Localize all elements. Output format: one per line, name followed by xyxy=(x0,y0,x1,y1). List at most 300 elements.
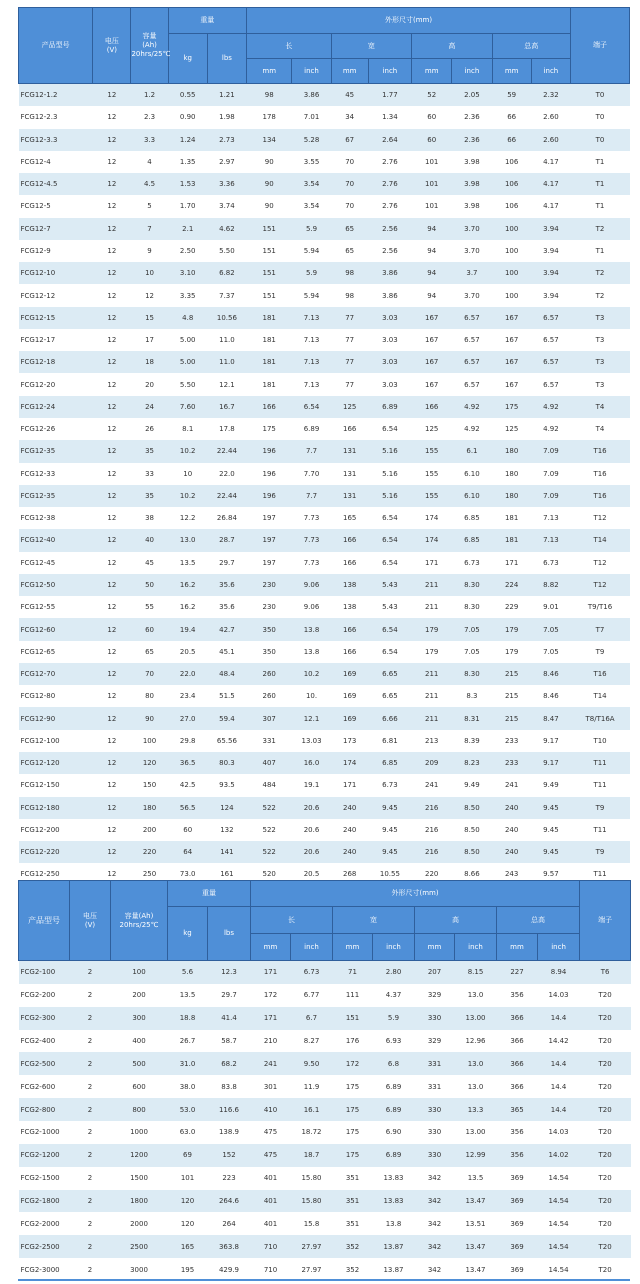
cell-length-mm: 350 xyxy=(247,618,292,640)
cell-terminal: T20 xyxy=(580,984,631,1007)
cell-height-inch: 6.57 xyxy=(452,329,492,351)
cell-model: FCG12-70 xyxy=(19,663,93,685)
cell-height-inch: 6.73 xyxy=(452,552,492,574)
cell-length-inch: 5.28 xyxy=(292,129,331,151)
cell-width-inch: 6.81 xyxy=(368,730,411,752)
cell-capacity: 1500 xyxy=(111,1167,168,1190)
cell-model: FCG12-12 xyxy=(19,284,93,306)
cell-height-mm: 216 xyxy=(412,819,452,841)
header-total-height-mm: mm xyxy=(497,934,538,961)
table-row xyxy=(19,351,630,373)
cell-width-mm: 174 xyxy=(331,752,368,774)
cell-capacity: 4 xyxy=(131,151,168,173)
cell-width-inch: 3.86 xyxy=(368,262,411,284)
cell-width-mm: 98 xyxy=(331,262,368,284)
cell-total-height-mm: 180 xyxy=(492,485,531,507)
table-row xyxy=(19,1258,631,1281)
header-lbs: lbs xyxy=(207,34,246,84)
cell-voltage: 12 xyxy=(93,351,131,373)
cell-length-inch: 11.9 xyxy=(291,1075,333,1098)
cell-length-mm: 172 xyxy=(251,984,291,1007)
cell-terminal: T7 xyxy=(571,618,630,640)
cell-capacity: 1.2 xyxy=(131,84,168,107)
cell-width-inch: 13.8 xyxy=(373,1212,415,1235)
cell-height-inch: 6.10 xyxy=(452,463,492,485)
table-row xyxy=(19,641,630,663)
cell-total-height-inch: 14.02 xyxy=(538,1144,580,1167)
cell-width-inch: 6.66 xyxy=(368,707,411,729)
cell-voltage: 12 xyxy=(93,151,131,173)
cell-capacity: 10 xyxy=(131,262,168,284)
cell-width-inch: 3.03 xyxy=(368,307,411,329)
cell-total-height-inch: 8.82 xyxy=(531,574,570,596)
cell-length-inch: 10. xyxy=(292,685,331,707)
cell-width-inch: 6.54 xyxy=(368,418,411,440)
cell-height-inch: 13.5 xyxy=(455,1167,497,1190)
cell-terminal: T20 xyxy=(580,1121,631,1144)
cell-height-mm: 171 xyxy=(412,552,452,574)
cell-height-mm: 101 xyxy=(412,195,452,217)
cell-voltage: 12 xyxy=(93,329,131,351)
cell-width-inch: 6.89 xyxy=(373,1075,415,1098)
cell-voltage: 12 xyxy=(93,485,131,507)
cell-voltage: 12 xyxy=(93,797,131,819)
cell-voltage: 12 xyxy=(93,663,131,685)
table-row xyxy=(19,1167,631,1190)
header-capacity: 容量(Ah) 20hrs/25℃ xyxy=(111,881,168,961)
cell-total-height-mm: 356 xyxy=(497,1121,538,1144)
cell-width-inch: 5.16 xyxy=(368,463,411,485)
cell-terminal: T4 xyxy=(571,418,630,440)
cell-height-inch: 9.49 xyxy=(452,774,492,796)
cell-voltage: 12 xyxy=(93,596,131,618)
cell-voltage: 12 xyxy=(93,552,131,574)
table-row xyxy=(19,685,630,707)
cell-length-mm: 260 xyxy=(247,663,292,685)
cell-length-mm: 178 xyxy=(247,106,292,128)
table-row xyxy=(19,707,630,729)
cell-length-inch: 27.97 xyxy=(291,1235,333,1258)
cell-height-inch: 8.50 xyxy=(452,797,492,819)
cell-weight-kg: 5.6 xyxy=(168,961,208,984)
cell-total-height-mm: 369 xyxy=(497,1190,538,1213)
header-voltage: 电压 (V) xyxy=(93,8,131,84)
cell-weight-lbs: 5.50 xyxy=(207,240,246,262)
cell-total-height-mm: 369 xyxy=(497,1258,538,1281)
cell-terminal: T16 xyxy=(571,463,630,485)
cell-length-inch: 7.73 xyxy=(292,529,331,551)
cell-total-height-mm: 369 xyxy=(497,1212,538,1235)
cell-length-mm: 181 xyxy=(247,307,292,329)
cell-height-mm: 101 xyxy=(412,151,452,173)
battery-spec-table-2v xyxy=(18,880,631,1281)
header-total-height-inch: inch xyxy=(531,59,570,84)
cell-voltage: 12 xyxy=(93,129,131,151)
cell-total-height-inch: 14.4 xyxy=(538,1007,580,1030)
table-row xyxy=(19,730,630,752)
cell-weight-lbs: 29.7 xyxy=(208,984,251,1007)
cell-weight-lbs: 26.84 xyxy=(207,507,246,529)
cell-weight-lbs: 93.5 xyxy=(207,774,246,796)
cell-width-mm: 67 xyxy=(331,129,368,151)
cell-width-inch: 6.93 xyxy=(373,1030,415,1053)
cell-height-mm: 342 xyxy=(415,1167,455,1190)
cell-total-height-inch: 8.46 xyxy=(531,685,570,707)
cell-terminal: T20 xyxy=(580,1167,631,1190)
cell-length-mm: 196 xyxy=(247,485,292,507)
cell-width-mm: 151 xyxy=(333,1007,373,1030)
cell-terminal: T20 xyxy=(580,1190,631,1213)
table-row xyxy=(19,373,630,395)
cell-length-mm: 522 xyxy=(247,819,292,841)
header-total-height: 总高 xyxy=(497,907,580,934)
cell-weight-lbs: 51.5 xyxy=(207,685,246,707)
cell-voltage: 12 xyxy=(93,418,131,440)
cell-total-height-inch: 3.94 xyxy=(531,240,570,262)
cell-length-mm: 710 xyxy=(251,1258,291,1281)
cell-weight-kg: 16.2 xyxy=(168,596,207,618)
cell-voltage: 2 xyxy=(70,1098,111,1121)
cell-width-mm: 138 xyxy=(331,596,368,618)
cell-width-mm: 70 xyxy=(331,151,368,173)
cell-weight-lbs: 2.97 xyxy=(207,151,246,173)
cell-weight-kg: 16.2 xyxy=(168,574,207,596)
cell-length-inch: 7.13 xyxy=(292,307,331,329)
cell-total-height-inch: 7.05 xyxy=(531,641,570,663)
cell-length-mm: 475 xyxy=(251,1144,291,1167)
cell-capacity: 35 xyxy=(131,440,168,462)
cell-height-inch: 2.36 xyxy=(452,129,492,151)
cell-capacity: 1000 xyxy=(111,1121,168,1144)
cell-voltage: 2 xyxy=(70,1121,111,1144)
cell-capacity: 15 xyxy=(131,307,168,329)
cell-width-mm: 268 xyxy=(331,863,368,885)
cell-total-height-inch: 14.54 xyxy=(538,1212,580,1235)
cell-length-mm: 301 xyxy=(251,1075,291,1098)
cell-voltage: 12 xyxy=(93,173,131,195)
cell-total-height-inch: 14.54 xyxy=(538,1167,580,1190)
cell-terminal: T20 xyxy=(580,1075,631,1098)
cell-total-height-inch: 6.73 xyxy=(531,552,570,574)
cell-terminal: T12 xyxy=(571,574,630,596)
cell-length-mm: 210 xyxy=(251,1030,291,1053)
cell-weight-lbs: 16.7 xyxy=(207,396,246,418)
cell-total-height-inch: 9.17 xyxy=(531,730,570,752)
cell-capacity: 70 xyxy=(131,663,168,685)
cell-width-inch: 6.89 xyxy=(368,396,411,418)
cell-capacity: 50 xyxy=(131,574,168,596)
cell-height-mm: 330 xyxy=(415,1144,455,1167)
cell-weight-lbs: 2.73 xyxy=(207,129,246,151)
header-weight: 重量 xyxy=(168,881,251,907)
cell-model: FCG12-60 xyxy=(19,618,93,640)
cell-height-inch: 4.92 xyxy=(452,418,492,440)
cell-weight-lbs: 4.62 xyxy=(207,218,246,240)
header-width-inch: inch xyxy=(373,934,415,961)
header-kg: kg xyxy=(168,907,208,961)
cell-weight-lbs: 41.4 xyxy=(208,1007,251,1030)
cell-total-height-inch: 4.17 xyxy=(531,195,570,217)
cell-voltage: 12 xyxy=(93,863,131,885)
cell-total-height-inch: 3.94 xyxy=(531,284,570,306)
cell-length-inch: 6.77 xyxy=(291,984,333,1007)
cell-capacity: 65 xyxy=(131,641,168,663)
cell-length-inch: 13.8 xyxy=(292,641,331,663)
cell-height-inch: 8.3 xyxy=(452,685,492,707)
cell-model: FCG12-35 xyxy=(19,485,93,507)
cell-width-mm: 77 xyxy=(331,373,368,395)
cell-total-height-inch: 4.17 xyxy=(531,173,570,195)
cell-length-mm: 151 xyxy=(247,218,292,240)
cell-total-height-inch: 7.13 xyxy=(531,507,570,529)
cell-length-inch: 10.2 xyxy=(292,663,331,685)
cell-width-inch: 2.76 xyxy=(368,173,411,195)
cell-model: FCG2-300 xyxy=(19,1007,70,1030)
cell-capacity: 35 xyxy=(131,485,168,507)
cell-height-mm: 166 xyxy=(412,396,452,418)
header-model: 产品型号 xyxy=(19,881,70,961)
cell-width-mm: 166 xyxy=(331,641,368,663)
cell-height-mm: 330 xyxy=(415,1121,455,1144)
cell-model: FCG2-2000 xyxy=(19,1212,70,1235)
cell-terminal: T16 xyxy=(571,663,630,685)
cell-total-height-inch: 7.05 xyxy=(531,618,570,640)
cell-length-mm: 151 xyxy=(247,262,292,284)
cell-capacity: 500 xyxy=(111,1052,168,1075)
cell-voltage: 12 xyxy=(93,574,131,596)
header-lbs: lbs xyxy=(208,907,251,961)
cell-weight-kg: 53.0 xyxy=(168,1098,208,1121)
cell-weight-kg: 13.5 xyxy=(168,552,207,574)
cell-height-inch: 8.30 xyxy=(452,574,492,596)
table-row xyxy=(19,507,630,529)
cell-width-inch: 3.86 xyxy=(368,284,411,306)
cell-length-mm: 307 xyxy=(247,707,292,729)
cell-capacity: 3000 xyxy=(111,1258,168,1281)
cell-height-inch: 3.70 xyxy=(452,284,492,306)
cell-length-mm: 166 xyxy=(247,396,292,418)
cell-length-inch: 5.9 xyxy=(292,218,331,240)
cell-weight-lbs: 22.0 xyxy=(207,463,246,485)
cell-voltage: 12 xyxy=(93,307,131,329)
cell-capacity: 55 xyxy=(131,596,168,618)
cell-voltage: 12 xyxy=(93,841,131,863)
cell-height-mm: 342 xyxy=(415,1235,455,1258)
table-row xyxy=(19,1052,631,1075)
table-row xyxy=(19,240,630,262)
cell-length-mm: 401 xyxy=(251,1212,291,1235)
header-voltage: 电压 (V) xyxy=(70,881,111,961)
header-dimensions: 外形尺寸(mm) xyxy=(247,8,571,34)
cell-weight-kg: 29.8 xyxy=(168,730,207,752)
cell-length-mm: 151 xyxy=(247,240,292,262)
cell-height-mm: 209 xyxy=(412,752,452,774)
cell-voltage: 12 xyxy=(93,507,131,529)
table-row xyxy=(19,1212,631,1235)
cell-model: FCG12-35 xyxy=(19,440,93,462)
cell-length-mm: 241 xyxy=(251,1052,291,1075)
cell-weight-lbs: 58.7 xyxy=(208,1030,251,1053)
cell-model: FCG12-40 xyxy=(19,529,93,551)
cell-height-inch: 3.98 xyxy=(452,195,492,217)
cell-total-height-mm: 369 xyxy=(497,1167,538,1190)
cell-weight-kg: 60 xyxy=(168,819,207,841)
cell-weight-lbs: 3.36 xyxy=(207,173,246,195)
cell-weight-lbs: 12.1 xyxy=(207,373,246,395)
table-row xyxy=(19,663,630,685)
header-height-inch: inch xyxy=(455,934,497,961)
cell-width-inch: 6.65 xyxy=(368,685,411,707)
cell-voltage: 12 xyxy=(93,618,131,640)
cell-model: FCG12-1.2 xyxy=(19,84,93,107)
cell-height-inch: 12.99 xyxy=(455,1144,497,1167)
cell-model: FCG2-500 xyxy=(19,1052,70,1075)
cell-terminal: T3 xyxy=(571,351,630,373)
table-row xyxy=(19,529,630,551)
cell-model: FCG12-220 xyxy=(19,841,93,863)
cell-height-mm: 167 xyxy=(412,351,452,373)
cell-height-mm: 60 xyxy=(412,129,452,151)
cell-length-inch: 9.06 xyxy=(292,596,331,618)
table-row xyxy=(19,1007,631,1030)
cell-length-inch: 7.70 xyxy=(292,463,331,485)
cell-terminal: T11 xyxy=(571,819,630,841)
cell-height-mm: 179 xyxy=(412,618,452,640)
cell-length-mm: 171 xyxy=(251,1007,291,1030)
cell-height-inch: 13.00 xyxy=(455,1121,497,1144)
cell-terminal: T14 xyxy=(571,529,630,551)
cell-model: FCG12-4.5 xyxy=(19,173,93,195)
cell-width-inch: 6.73 xyxy=(368,774,411,796)
cell-length-mm: 181 xyxy=(247,329,292,351)
cell-weight-lbs: 22.44 xyxy=(207,485,246,507)
cell-height-inch: 8.50 xyxy=(452,819,492,841)
header-width-inch: inch xyxy=(368,59,411,84)
cell-width-inch: 9.45 xyxy=(368,819,411,841)
cell-weight-kg: 101 xyxy=(168,1167,208,1190)
cell-length-inch: 5.94 xyxy=(292,284,331,306)
cell-total-height-mm: 366 xyxy=(497,1052,538,1075)
cell-weight-kg: 10 xyxy=(168,463,207,485)
cell-terminal: T9 xyxy=(571,641,630,663)
cell-model: FCG12-15 xyxy=(19,307,93,329)
cell-capacity: 2500 xyxy=(111,1235,168,1258)
cell-length-mm: 197 xyxy=(247,529,292,551)
cell-total-height-inch: 9.49 xyxy=(531,774,570,796)
cell-weight-kg: 12.2 xyxy=(168,507,207,529)
cell-voltage: 12 xyxy=(93,529,131,551)
cell-width-inch: 1.77 xyxy=(368,84,411,107)
cell-voltage: 2 xyxy=(70,961,111,984)
header-length-mm: mm xyxy=(251,934,291,961)
table-row xyxy=(19,552,630,574)
cell-width-inch: 2.64 xyxy=(368,129,411,151)
header-terminal: 端子 xyxy=(571,8,630,84)
table-row xyxy=(19,440,630,462)
cell-total-height-inch: 4.92 xyxy=(531,418,570,440)
cell-terminal: T2 xyxy=(571,284,630,306)
table-row xyxy=(19,774,630,796)
cell-height-mm: 125 xyxy=(412,418,452,440)
cell-width-inch: 6.54 xyxy=(368,618,411,640)
cell-capacity: 20 xyxy=(131,373,168,395)
cell-weight-lbs: 80.3 xyxy=(207,752,246,774)
cell-weight-kg: 20.5 xyxy=(168,641,207,663)
table-row xyxy=(19,485,630,507)
cell-weight-kg: 2.1 xyxy=(168,218,207,240)
cell-capacity: 250 xyxy=(131,863,168,885)
table-row xyxy=(19,1075,631,1098)
cell-height-mm: 52 xyxy=(412,84,452,107)
cell-model: FCG12-120 xyxy=(19,752,93,774)
cell-weight-kg: 0.55 xyxy=(168,84,207,107)
cell-width-mm: 65 xyxy=(331,218,368,240)
cell-length-inch: 3.86 xyxy=(292,84,331,107)
cell-width-inch: 6.85 xyxy=(368,752,411,774)
table-row xyxy=(19,961,631,984)
cell-width-mm: 175 xyxy=(333,1075,373,1098)
cell-length-inch: 7.13 xyxy=(292,373,331,395)
cell-width-mm: 45 xyxy=(331,84,368,107)
cell-terminal: T1 xyxy=(571,240,630,262)
header-width-mm: mm xyxy=(333,934,373,961)
cell-model: FCG2-400 xyxy=(19,1030,70,1053)
cell-length-mm: 710 xyxy=(251,1235,291,1258)
cell-terminal: T20 xyxy=(580,1258,631,1281)
cell-height-mm: 211 xyxy=(412,707,452,729)
cell-height-mm: 101 xyxy=(412,173,452,195)
cell-height-mm: 211 xyxy=(412,685,452,707)
cell-width-mm: 65 xyxy=(331,240,368,262)
cell-weight-lbs: 363.8 xyxy=(208,1235,251,1258)
cell-height-mm: 211 xyxy=(412,663,452,685)
cell-model: FCG12-200 xyxy=(19,819,93,841)
cell-model: FCG12-24 xyxy=(19,396,93,418)
cell-model: FCG12-33 xyxy=(19,463,93,485)
cell-weight-lbs: 35.6 xyxy=(207,574,246,596)
cell-weight-lbs: 124 xyxy=(207,797,246,819)
cell-terminal: T3 xyxy=(571,373,630,395)
cell-width-inch: 6.54 xyxy=(368,507,411,529)
cell-width-mm: 166 xyxy=(331,618,368,640)
cell-weight-kg: 1.35 xyxy=(168,151,207,173)
cell-total-height-mm: 167 xyxy=(492,373,531,395)
cell-terminal: T3 xyxy=(571,307,630,329)
cell-height-inch: 7.05 xyxy=(452,618,492,640)
cell-voltage: 2 xyxy=(70,1030,111,1053)
cell-model: FCG12-55 xyxy=(19,596,93,618)
header-kg: kg xyxy=(168,34,207,84)
cell-weight-lbs: 83.8 xyxy=(208,1075,251,1098)
cell-height-mm: 60 xyxy=(412,106,452,128)
cell-weight-kg: 7.60 xyxy=(168,396,207,418)
cell-width-inch: 5.16 xyxy=(368,440,411,462)
cell-width-inch: 6.90 xyxy=(373,1121,415,1144)
cell-width-inch: 6.89 xyxy=(373,1144,415,1167)
cell-capacity: 12 xyxy=(131,284,168,306)
cell-width-mm: 111 xyxy=(333,984,373,1007)
table-row xyxy=(19,396,630,418)
header-width: 宽 xyxy=(331,34,411,59)
cell-total-height-inch: 7.09 xyxy=(531,440,570,462)
cell-length-inch: 6.73 xyxy=(291,961,333,984)
cell-model: FCG12-38 xyxy=(19,507,93,529)
cell-weight-kg: 1.53 xyxy=(168,173,207,195)
cell-height-mm: 331 xyxy=(415,1052,455,1075)
cell-length-inch: 3.55 xyxy=(292,151,331,173)
cell-model: FCG2-2500 xyxy=(19,1235,70,1258)
cell-capacity: 33 xyxy=(131,463,168,485)
